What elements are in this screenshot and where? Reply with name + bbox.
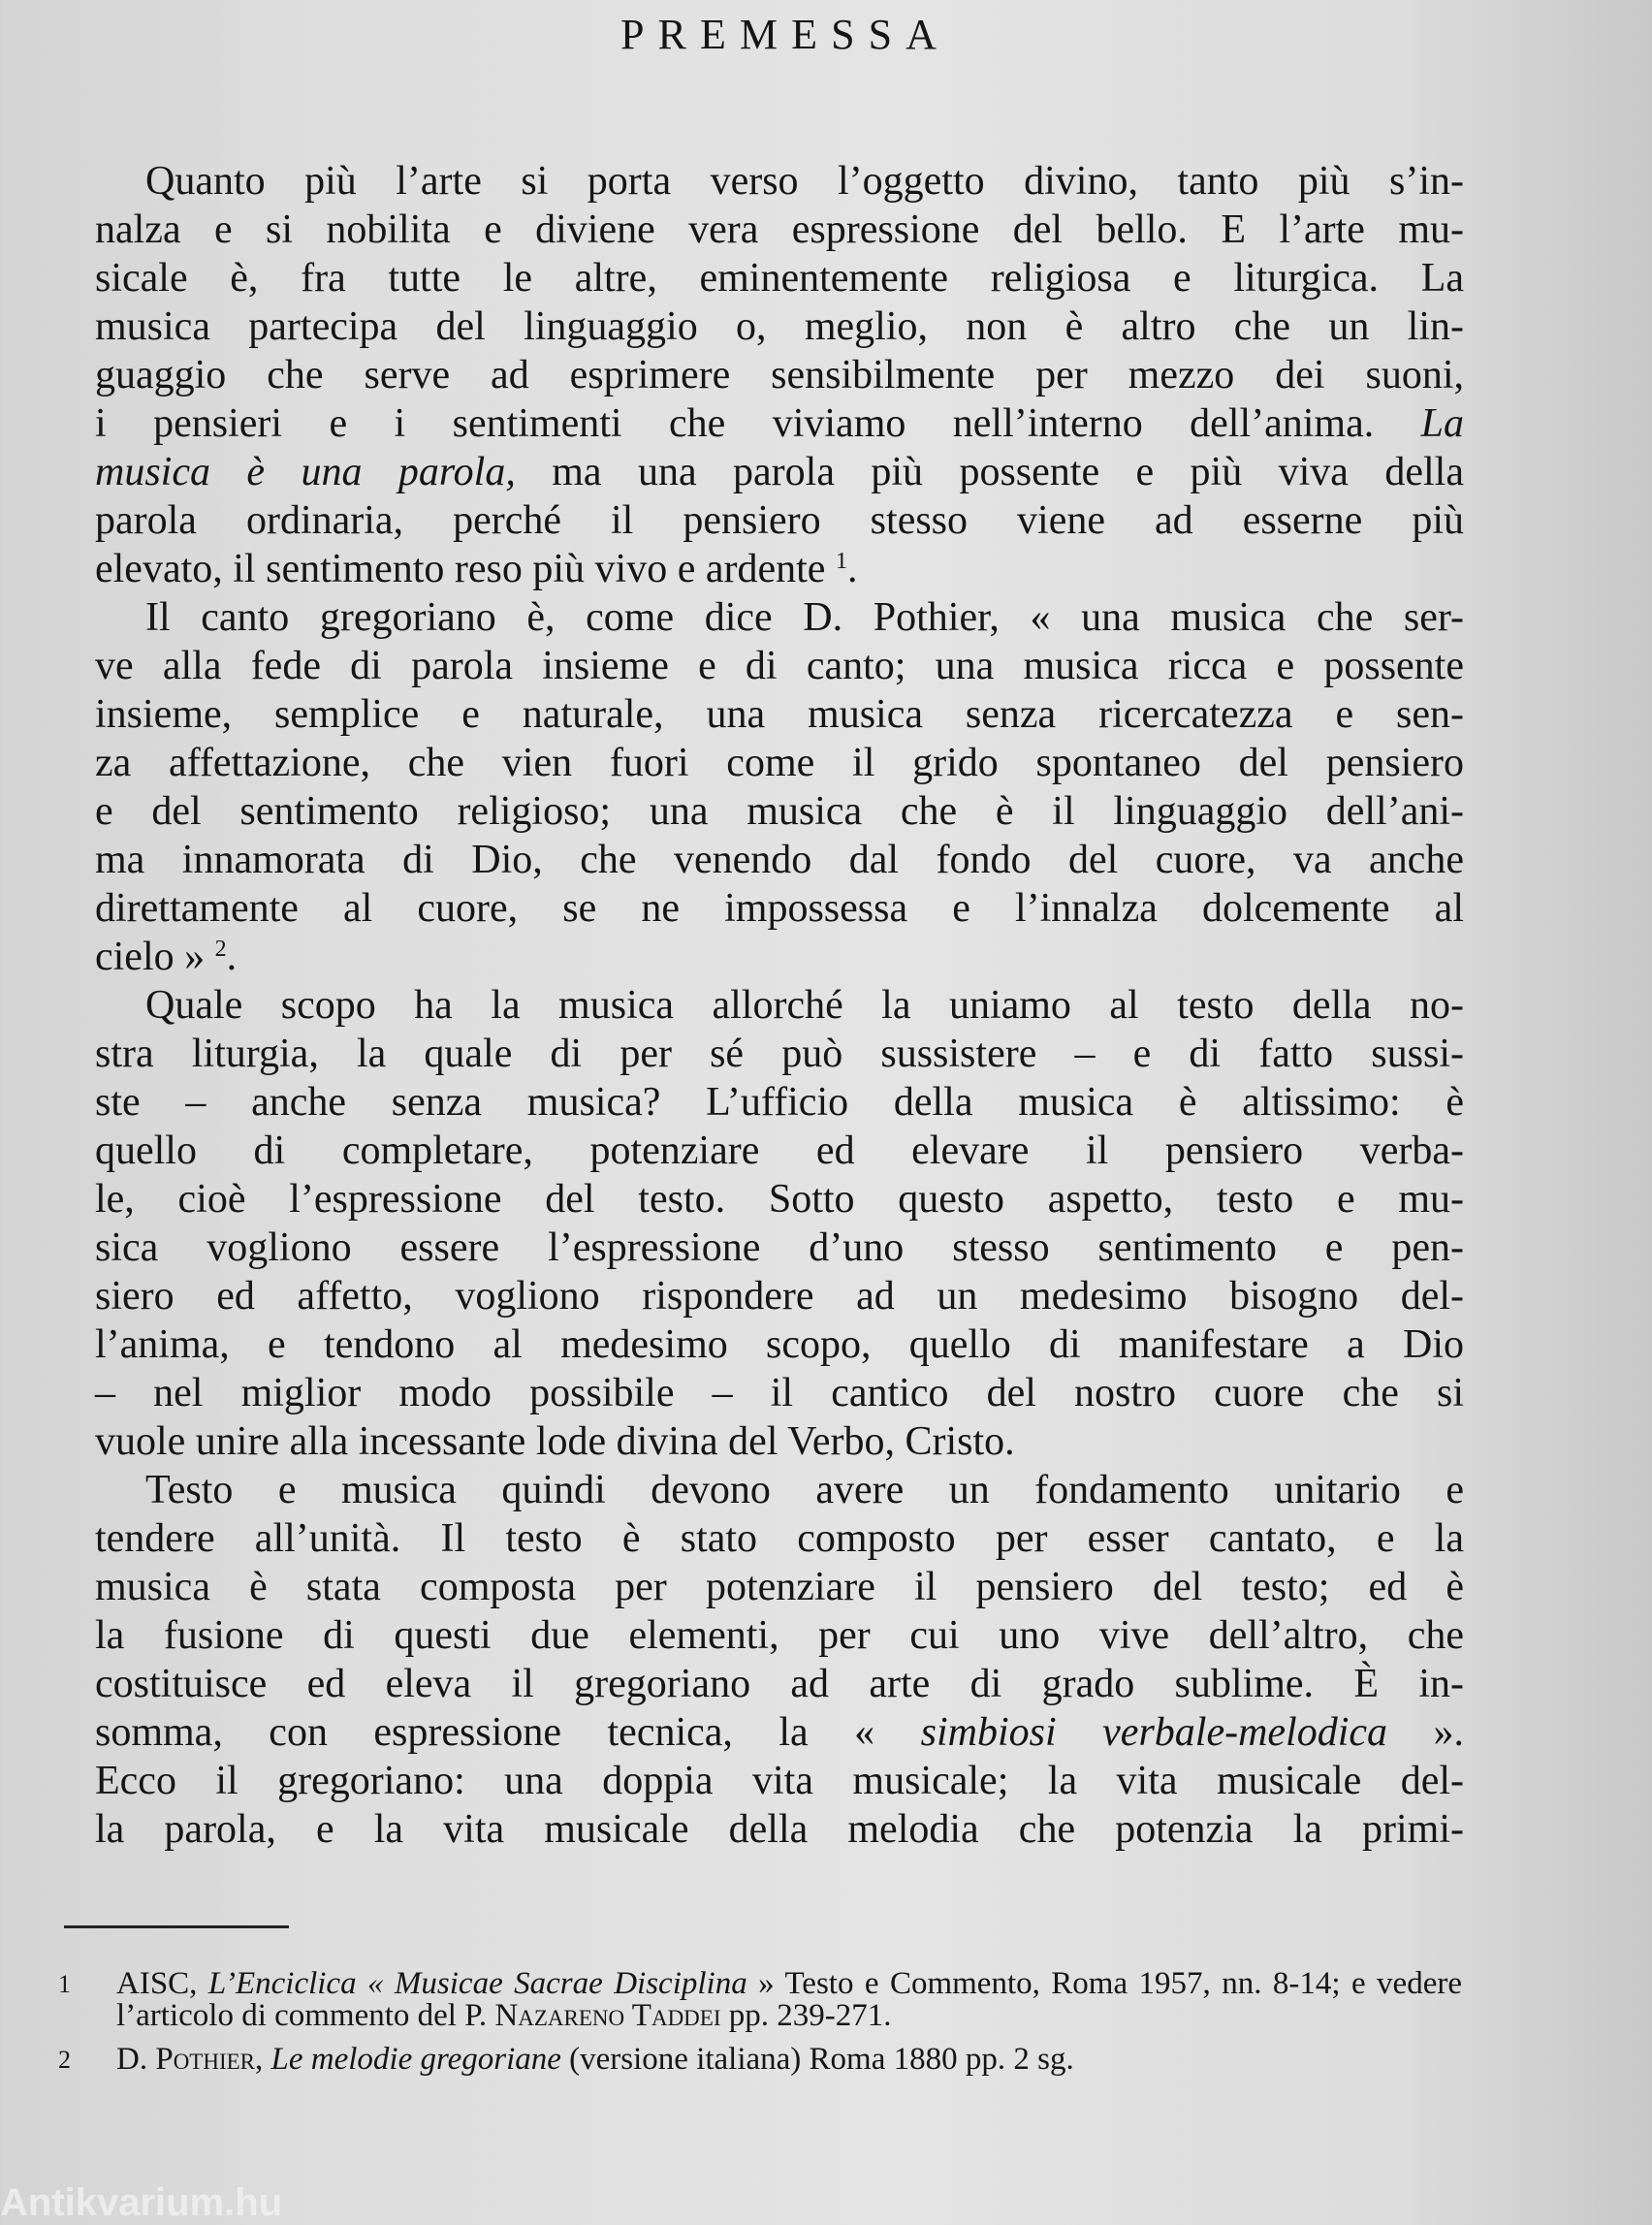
text-run: Ecco il gregoriano: una doppia vita musicale; la vita musicale del- — [95, 1759, 1464, 1803]
text-run: . — [846, 547, 858, 591]
text-run: parola ordinaria, perché il pensiero stesso viene ad esserne più — [95, 498, 1464, 543]
text-line — [95, 1175, 1464, 1224]
paragraph — [95, 593, 1464, 981]
text-line — [95, 157, 1464, 206]
text-line — [95, 690, 1464, 739]
text-line — [95, 1417, 1464, 1466]
text-run: simbiosi verbale-melodica — [920, 1710, 1388, 1755]
text-run: sicale è, fra tutte le altre, eminentemente religiosa e liturgica. La — [95, 256, 1464, 301]
paragraph — [95, 157, 1464, 593]
text-run: ma una parola più possente e più viva della — [515, 450, 1464, 494]
text-run: elevato, il sentimento reso più vivo e ardente — [95, 547, 836, 591]
text-run: ». — [1387, 1710, 1465, 1755]
text-run: direttamente al cuore, se ne impossessa e l’innalza dolcemente al — [95, 886, 1464, 931]
text-run: siero ed affetto, vogliono rispondere ad un medesimo bisogno del- — [95, 1274, 1464, 1319]
text-run: la fusione di questi due elementi, per cui uno vive dell’altro, che — [95, 1613, 1464, 1658]
text-line — [95, 1078, 1464, 1127]
footnotes — [58, 1968, 1462, 2087]
text-line — [95, 1369, 1464, 1417]
text-line — [95, 302, 1464, 351]
text-line — [95, 1805, 1464, 1854]
text-run: la parola, e la vita musicale della melodia che potenzia la primi- — [95, 1807, 1464, 1852]
text-run: insieme, semplice e naturale, una musica senza ricercatezza e sen- — [95, 692, 1464, 737]
text-run: Quanto più l’arte si porta verso l’oggetto divino, tanto più s’in- — [145, 159, 1464, 204]
text-run: somma, con espressione tecnica, la « — [95, 1710, 921, 1755]
text-run: quello di completare, potenziare ed elevare il pensiero verba- — [95, 1128, 1464, 1173]
watermark: Antikvarium.hu — [0, 2181, 283, 2224]
text-run: D. — [116, 2042, 156, 2077]
footnote-ref[interactable]: 1 — [835, 549, 847, 574]
text-run: » Testo e Commento, Roma 1957, nn. 8-14; e vedere l’articolo di commento del P. — [116, 1966, 1462, 2033]
text-line — [95, 496, 1464, 545]
text-run: musica è stata composta per potenziare il pensiero del testo; ed è — [95, 1565, 1464, 1609]
text-run: ste – anche senza musica? L’ufficio della musica è altissimo: è — [95, 1080, 1464, 1125]
text-run: za affettazione, che vien fuori come il grido spontaneo del pensiero — [95, 741, 1464, 785]
text-line — [95, 399, 1464, 448]
text-run: La — [1420, 401, 1464, 446]
text-line — [95, 1320, 1464, 1369]
footnote — [58, 2044, 1462, 2076]
text-run: pp. 239-271. — [720, 1998, 892, 2033]
text-run: Nazareno Taddei — [494, 1998, 721, 2033]
text-line — [95, 448, 1464, 496]
footnote-text — [116, 2044, 1462, 2076]
text-line — [95, 1466, 1464, 1514]
text-run: vuole unire alla incessante lode divina del Verbo, Cristo. — [95, 1419, 1015, 1464]
text-run: Il canto gregoriano è, come dice D. Pothier, « una musica che ser- — [145, 595, 1464, 640]
text-run: Pothier — [155, 2042, 256, 2077]
text-line — [95, 1660, 1464, 1708]
text-run: le, cioè l’espressione del testo. Sotto questo aspetto, testo e mu- — [95, 1177, 1464, 1222]
text-line — [95, 1757, 1464, 1805]
footnote-ref[interactable]: 2 — [214, 937, 227, 962]
text-line — [95, 933, 1464, 981]
text-run: Le melodie gregoriane — [270, 2042, 561, 2077]
text-run: ma innamorata di Dio, che venendo dal fondo del cuore, va anche — [95, 838, 1464, 882]
text-run: tendere all’unità. Il testo è stato composto per esser cantato, e la — [95, 1516, 1464, 1561]
text-run: i pensieri e i sentimenti che viviamo nell’interno dell’anima. — [95, 401, 1421, 446]
text-run: (versione italiana) Roma 1880 pp. 2 sg. — [560, 2042, 1074, 2077]
text-run: Testo e musica quindi devono avere un fondamento unitario e — [145, 1468, 1464, 1512]
paragraph — [95, 981, 1464, 1466]
text-line — [95, 1708, 1464, 1757]
text-run: L’Enciclica « Musicae Sacrae Disciplina — [207, 1966, 747, 2001]
text-line — [95, 739, 1464, 787]
text-line — [95, 836, 1464, 884]
text-run: costituisce ed eleva il gregoriano ad arte di grado sublime. È in- — [95, 1662, 1464, 1706]
text-run: ve alla fede di parola insieme e di canto; una musica ricca e possente — [95, 644, 1464, 688]
text-run: guaggio che serve ad esprimere sensibilmente per mezzo dei suoni, — [95, 353, 1464, 397]
text-line — [95, 981, 1464, 1030]
text-line — [95, 545, 1464, 593]
text-run: stra liturgia, la quale di per sé può sussistere – e di fatto sussi- — [95, 1032, 1464, 1076]
text-line — [95, 254, 1464, 302]
paragraph — [95, 1466, 1464, 1854]
text-run: sica vogliono essere l’espressione d’uno stesso sentimento e pen- — [95, 1225, 1464, 1270]
text-line — [95, 1224, 1464, 1272]
text-line — [95, 787, 1464, 836]
text-run: nalza e si nobilita e diviene vera espressione del bello. E l’arte mu- — [95, 207, 1464, 252]
text-line — [95, 1563, 1464, 1611]
text-run: musica è una parola, — [95, 450, 516, 494]
text-line — [95, 1127, 1464, 1175]
text-line — [95, 1272, 1464, 1320]
text-run: l’anima, e tendono al medesimo scopo, quello di manifestare a Dio — [95, 1322, 1464, 1367]
text-run: Quale scopo ha la musica allorché la uniamo al testo della no- — [145, 983, 1464, 1028]
text-line — [95, 593, 1464, 642]
text-line — [95, 1030, 1464, 1078]
body-text — [95, 157, 1464, 1854]
text-line — [95, 642, 1464, 690]
text-run: cielo » — [95, 935, 215, 979]
footnote — [58, 1968, 1462, 2032]
text-line — [95, 884, 1464, 933]
text-run: , — [255, 2042, 271, 2077]
footnote-number: 1 — [58, 1970, 71, 1998]
page-title: PREMESSA — [620, 11, 951, 58]
footnote-number: 2 — [58, 2046, 71, 2074]
text-line — [95, 206, 1464, 254]
text-line — [95, 351, 1464, 399]
text-run: musica partecipa del linguaggio o, meglio, non è altro che un lin- — [95, 304, 1464, 349]
text-run: – nel miglior modo possibile – il cantico del nostro cuore che si — [95, 1371, 1464, 1415]
text-run: AISC, — [116, 1966, 208, 2001]
footnote-text — [116, 1968, 1462, 2032]
text-line — [95, 1514, 1464, 1563]
text-line — [95, 1611, 1464, 1660]
footnote-divider — [64, 1925, 289, 1928]
text-run: e del sentimento religioso; una musica che è il linguaggio dell’ani- — [95, 789, 1464, 834]
text-run: . — [226, 935, 238, 979]
